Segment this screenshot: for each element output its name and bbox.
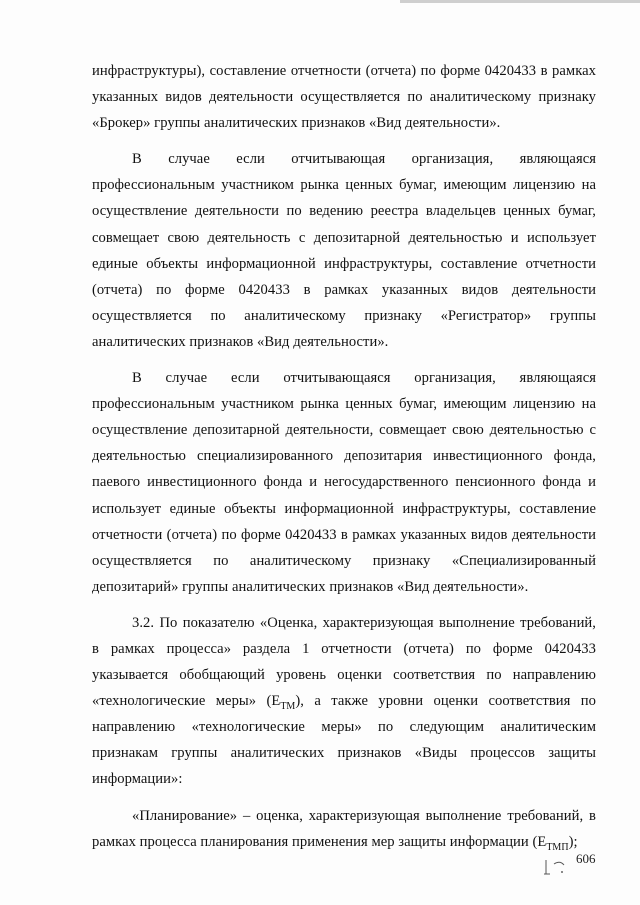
paragraph-3-2-continuation: ), а также уровни оценки соответствия по направлению «технологические меры» по следующим аналитическим признакам группы аналитических признаков «Виды процессов защиты информации»:: [92, 693, 596, 788]
handwritten-mark-icon: [540, 856, 570, 878]
paragraph-planning-text: «Планирование» – оценка, характеризующая выполнение требований, в рамках процесса планирования применения мер защиты информации (E: [92, 807, 596, 850]
paragraph-registrar: В случае если отчитывающая организация, являющаяся профессиональным участником рынка ценных бумаг, имеющим лицензию на осуществление деятельности по ведению реестра владельцев ценных бумаг, совмещает свою деятельность с депозитарной деятельностью и использует единые объекты информационной инфраструктуры, составление отчетности (отчета) по форме 0420433 в рамках указанных видов деятельности осуществляется по аналитическому признаку «Регистратор» группы аналитических признаков «Вид деятельности».: [92, 151, 596, 350]
paragraph-broker: инфраструктуры), составление отчетности (отчета) по форме 0420433 в рамках указанных видов деятельности осуществляется по аналитическому признаку «Брокер» группы аналитических признаков «Вид деятельности».: [92, 63, 596, 132]
paragraph-specialized-depository: В случае если отчитывающаяся организация, являющаяся профессиональным участником рынка ценных бумаг, имеющим лицензию на осуществление депозитарной деятельности, совмещает свою деятельностью с деятельностью специализированного депозитария инвестиционного фонда, паевого инвестиционного фонда и негосударственного пенсионного фонда и использует единые объекты информационной инфраструктуры, составление отчетности (отчета) по форме 0420433 в рамках указанных видов деятельности осуществляется по аналитическому признаку «Специализированный депозитарий» группы аналитических признаков «Вид деятельности».: [92, 370, 596, 595]
page-number: 606: [576, 851, 596, 866]
paragraph-planning: [92, 803, 596, 855]
subscript-tm: ТМ: [280, 701, 296, 713]
paragraph-planning-end: );: [568, 833, 578, 850]
subscript-tmp: ТМП: [546, 841, 569, 853]
paragraph-3-2: [92, 610, 596, 793]
document-body: [92, 58, 596, 857]
scan-edge-line: [400, 0, 640, 3]
paragraph-3-2-text: 3.2. По показателю «Оценка, характеризующая выполнение требований, в рамках процесса» раздела 1 отчетности (отчета) по форме 0420433 указывается обобщающий уровень оценки соответствия по направлению «технологические меры» (E: [92, 614, 596, 710]
